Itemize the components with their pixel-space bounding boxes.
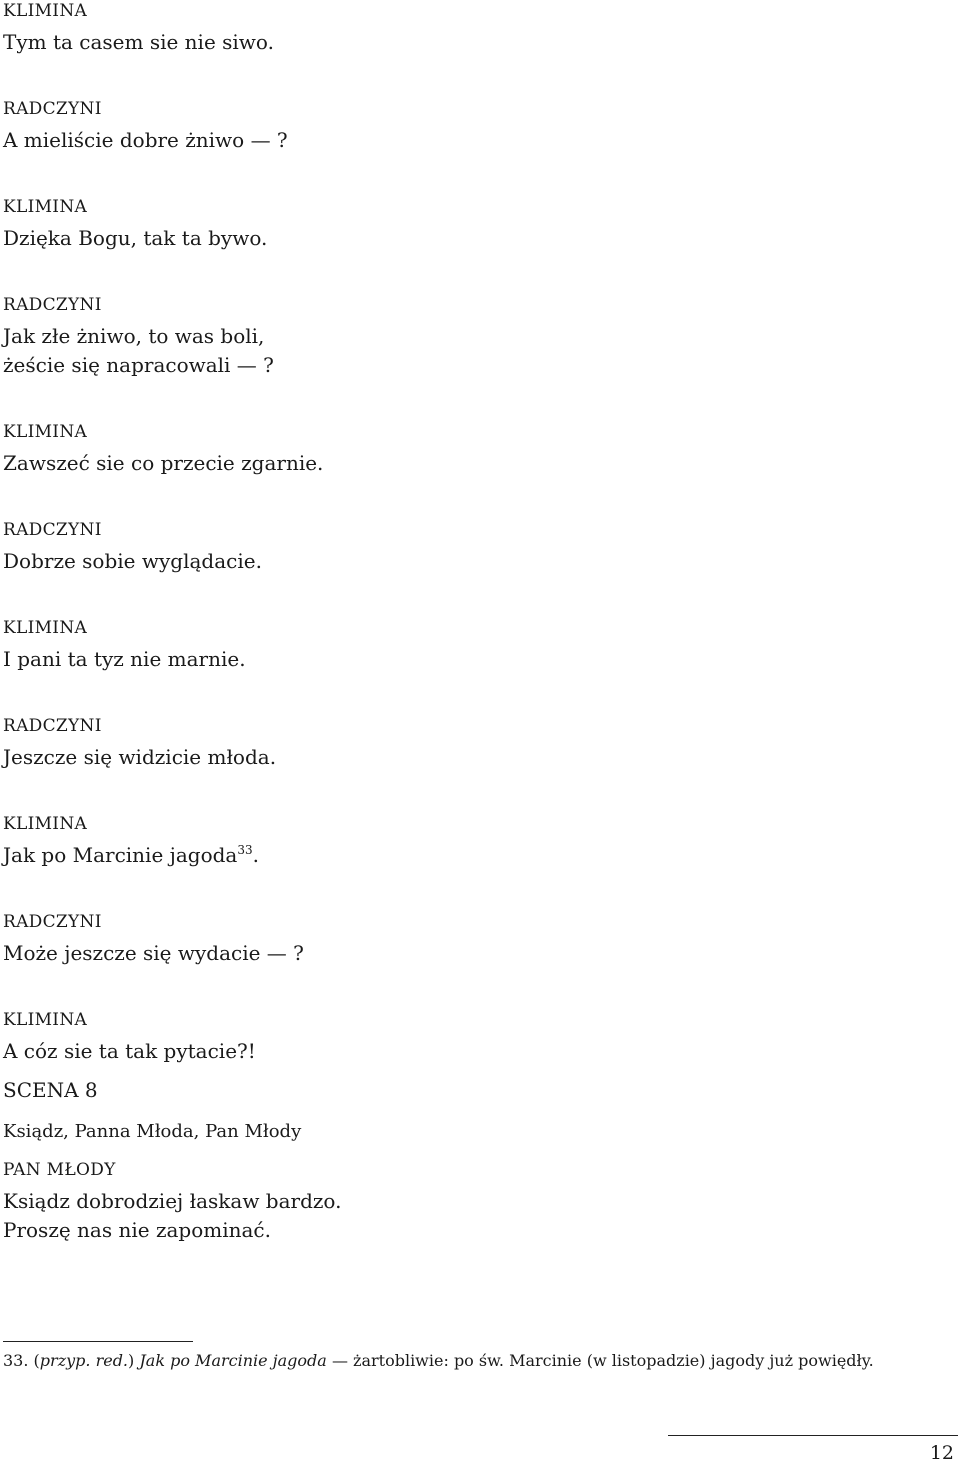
footnote-label: przyp. red. [39,1351,129,1370]
dialogue-line: Jeszcze się widzicie młoda. [3,745,277,769]
speaker-name: KLIMINA [3,422,88,442]
dialogue-line: Ksiądz dobrodziej łaskaw bardzo. [3,1189,342,1213]
speaker-name: KLIMINA [3,814,88,834]
speaker-name: RADCZYNI [3,716,102,736]
speaker-name: KLIMINA [3,1010,88,1030]
dialogue-line: Dobrze sobie wyglądacie. [3,549,262,573]
dialogue-line: żeście się napracowali — ? [3,353,274,377]
dialogue-line [3,839,943,871]
dialogue-line-trail: . [252,843,259,867]
footnote-number: 33. [3,1351,29,1370]
dialogue-line: A cóz sie ta tak pytacie?! [3,1039,256,1063]
speaker-name: KLIMINA [3,1,88,21]
speaker-name: KLIMINA [3,618,88,638]
speaker-name: KLIMINA [3,197,88,217]
speaker-name: RADCZYNI [3,912,102,932]
footnote-separator [3,1341,193,1342]
page-number-rule [668,1435,958,1436]
dialogue-line: I pani ta tyz nie marnie. [3,647,246,671]
speaker-name: RADCZYNI [3,99,102,119]
dialogue-line: A mieliście dobre żniwo — ? [3,128,288,152]
dialogue-line: Może jeszcze się wydacie — ? [3,941,304,965]
footnote [3,1349,874,1373]
speaker-name: RADCZYNI [3,520,102,540]
footnote-close-paren: ) [128,1351,135,1370]
footnote-explanation: — żartobliwie: po św. Marcinie (w listopadzie) jagody już powiędły. [331,1351,874,1370]
dialogue-line: Tym ta casem sie nie siwo. [3,30,274,54]
scene-persons: Ksiądz, Panna Młoda, Pan Młody [3,1121,302,1142]
footnote-phrase: Jak po Marcinie jagoda [139,1351,327,1370]
page-number: 12 [929,1442,954,1464]
dialogue-line: Proszę nas nie zapominać. [3,1218,271,1242]
footnote-open-paren: ( [33,1351,40,1370]
footnote-reference[interactable]: 33 [237,843,253,857]
speaker-name: RADCZYNI [3,295,102,315]
speaker-name: PAN MŁODY [3,1160,116,1180]
play-text [3,0,943,1246]
scene-title: SCENA 8 [3,1078,98,1102]
dialogue-line: Zawszeć sie co przecie zgarnie. [3,451,324,475]
dialogue-line: Dzięka Bogu, tak ta bywo. [3,226,268,250]
dialogue-line: Jak złe żniwo, to was boli, [3,324,265,348]
dialogue-line-text: Jak po Marcinie jagoda [3,843,238,867]
